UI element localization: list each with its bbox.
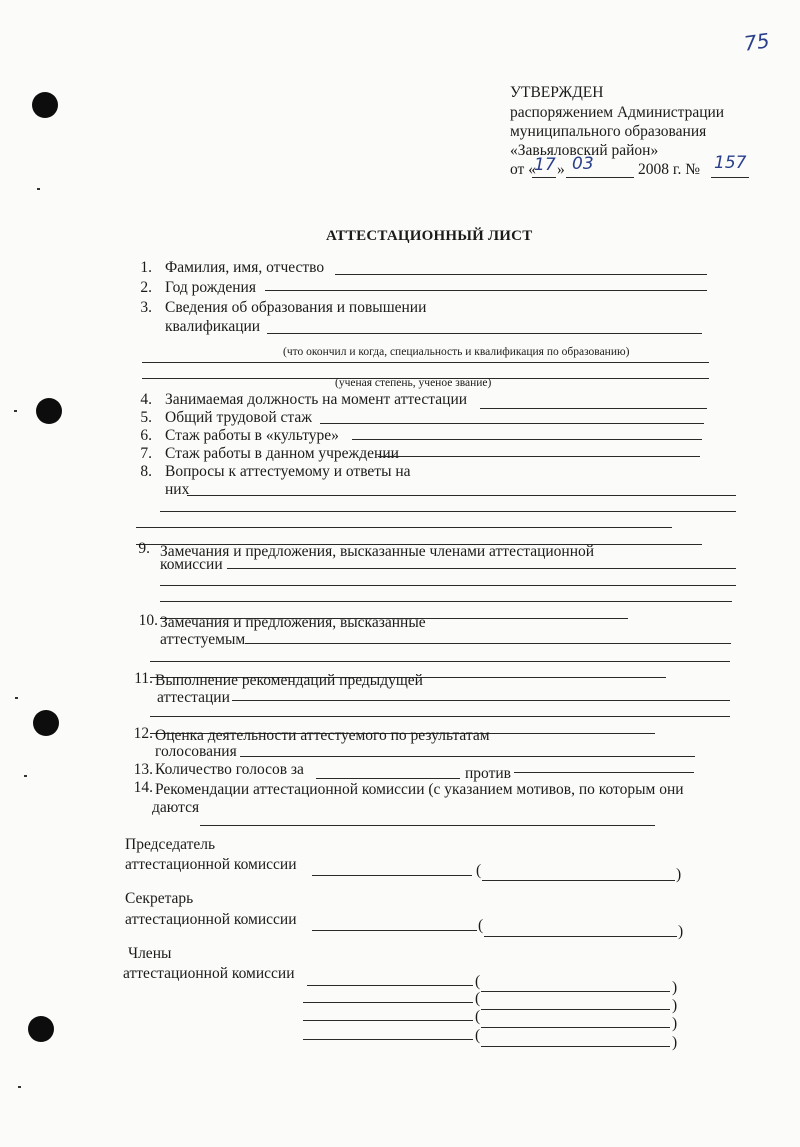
field-attestee-remarks-1[interactable]: [245, 643, 731, 644]
field-education[interactable]: [267, 333, 702, 334]
approval-day-close: »: [557, 161, 565, 178]
approval-month: 03: [572, 154, 594, 174]
item-label-continued: даются: [152, 799, 200, 816]
item-label-continued: них: [165, 481, 190, 498]
punch-hole-1: [32, 92, 58, 118]
item-label-continued: аттестуемым: [160, 631, 246, 648]
field-questions-1[interactable]: [187, 495, 736, 496]
item-number: 9.: [138, 540, 150, 557]
item-number: 10.: [138, 612, 158, 629]
chair-label-2: аттестационной комиссии: [125, 856, 297, 873]
member-signature-line-2[interactable]: [303, 1002, 473, 1003]
item-label: Вопросы к аттестуемому и ответы на: [165, 463, 411, 480]
approval-line-2: муниципального образования: [510, 123, 707, 140]
open-paren: (: [478, 917, 484, 934]
item-number: 5.: [140, 409, 152, 426]
chair-signature-line[interactable]: [312, 875, 472, 876]
close-paren: ): [676, 866, 682, 883]
field-questions-2[interactable]: [160, 511, 736, 512]
field-voting-assessment[interactable]: [240, 756, 695, 757]
item-label-continued: аттестации: [157, 689, 230, 706]
open-paren: (: [475, 1027, 481, 1044]
field-culture-experience[interactable]: [352, 439, 702, 440]
item-label-continued: квалификации: [165, 318, 261, 335]
item-number: 4.: [140, 391, 152, 408]
scan-speck: [15, 697, 18, 699]
item-label: Год рождения: [165, 279, 256, 296]
approval-line-1: распоряжением Администрации: [510, 104, 725, 121]
item-number: 13.: [133, 761, 153, 778]
field-total-experience[interactable]: [320, 423, 704, 424]
item-number: 2.: [140, 279, 152, 296]
item-label: Сведения об образования и повышении: [165, 299, 427, 316]
members-label-2: аттестационной комиссии: [123, 965, 295, 982]
open-paren: (: [475, 990, 481, 1007]
secretary-name-line[interactable]: [484, 936, 677, 937]
member-name-line-1[interactable]: [481, 991, 670, 992]
page-number-mark: 75: [742, 28, 771, 56]
close-paren: ): [672, 979, 678, 996]
member-name-line-3[interactable]: [481, 1027, 670, 1028]
scan-speck: [37, 188, 40, 190]
field-prior-recommendations-1[interactable]: [232, 700, 730, 701]
punch-hole-3: [33, 710, 59, 736]
item-number: 7.: [140, 445, 152, 462]
item-number: 12.: [133, 725, 153, 742]
item-label: Общий трудовой стаж: [165, 409, 312, 426]
field-birth-year[interactable]: [265, 290, 707, 291]
number-line: [711, 177, 749, 178]
member-name-line-4[interactable]: [481, 1046, 670, 1047]
punch-hole-4: [28, 1016, 54, 1042]
approval-line-3: «Завьяловский район»: [510, 142, 659, 159]
item-label: Количество голосов за: [155, 761, 304, 778]
month-line: [566, 177, 634, 178]
item-number: 11.: [134, 670, 153, 687]
member-signature-line-4[interactable]: [303, 1039, 473, 1040]
chair-name-line[interactable]: [482, 880, 675, 881]
approval-year-text: 2008 г. №: [638, 161, 701, 178]
item-label: Занимаемая должность на момент аттестации: [165, 391, 468, 408]
item-label-continued: комиссии: [160, 556, 223, 573]
form-title: АТТЕСТАЦИОННЫЙ ЛИСТ: [326, 228, 533, 244]
field-position[interactable]: [480, 408, 707, 409]
item-number: 6.: [140, 427, 152, 444]
close-paren: ): [672, 1034, 678, 1051]
item-label: Рекомендации аттестационной комиссии (с указанием мотивов, по которым они: [155, 781, 684, 798]
education-hint: (что окончил и когда, специальность и квалификация по образованию): [283, 346, 630, 358]
field-attestee-remarks-2[interactable]: [150, 661, 730, 662]
close-paren: ): [678, 923, 684, 940]
scan-speck: [18, 1086, 21, 1088]
scan-speck: [24, 775, 27, 777]
member-signature-line-1[interactable]: [307, 985, 473, 986]
field-full-name[interactable]: [335, 274, 707, 275]
item-number: 14.: [133, 779, 153, 796]
approval-number: 157: [714, 153, 747, 173]
field-commission-recommendations[interactable]: [200, 825, 655, 826]
degree-hint: (ученая степень, ученое звание): [335, 377, 492, 389]
members-label: Члены: [128, 945, 172, 962]
field-commission-remarks-1[interactable]: [227, 568, 736, 569]
item-label: Фамилия, имя, отчество: [165, 259, 325, 276]
secretary-signature-line[interactable]: [312, 930, 477, 931]
day-line: [532, 177, 556, 178]
chair-label: Председатель: [125, 836, 216, 853]
item-label: Замечания и предложения, высказанные членами аттестационной: [160, 543, 595, 560]
member-name-line-2[interactable]: [481, 1009, 670, 1010]
field-institution-experience[interactable]: [378, 456, 700, 457]
punch-hole-2: [36, 398, 62, 424]
close-paren: ): [672, 1015, 678, 1032]
field-prior-recommendations-2[interactable]: [150, 716, 730, 717]
open-paren: (: [475, 1008, 481, 1025]
item-label: Выполнение рекомендаций предыдущей: [155, 672, 423, 689]
item-number: 8.: [140, 463, 152, 480]
close-paren: ): [672, 997, 678, 1014]
secretary-label-2: аттестационной комиссии: [125, 911, 297, 928]
scan-speck: [14, 410, 17, 412]
item-label: Стаж работы в данном учреждении: [165, 445, 399, 462]
approval-day: 17: [534, 155, 556, 175]
item-label: Замечания и предложения, высказанные: [160, 614, 426, 631]
member-signature-line-3[interactable]: [303, 1020, 473, 1021]
field-votes-against[interactable]: [514, 772, 694, 773]
field-education-2[interactable]: [142, 362, 709, 363]
field-questions-3[interactable]: [136, 527, 672, 528]
field-commission-remarks-3[interactable]: [160, 601, 732, 602]
item-label-continued: голосования: [155, 743, 237, 760]
item-number: 3.: [140, 299, 152, 316]
approval-date-prefix: от «: [510, 161, 536, 178]
votes-against-label: против: [465, 765, 511, 782]
item-label: Стаж работы в «культуре»: [165, 427, 339, 444]
secretary-label: Секретарь: [125, 890, 194, 907]
item-label: Оценка деятельности аттестуемого по результатам: [155, 727, 490, 744]
field-votes-for[interactable]: [316, 778, 460, 779]
open-paren: (: [475, 973, 481, 990]
approval-title: УТВЕРЖДЕН: [510, 84, 604, 101]
item-number: 1.: [140, 259, 152, 276]
field-commission-remarks-2[interactable]: [160, 585, 736, 586]
open-paren: (: [476, 862, 482, 879]
